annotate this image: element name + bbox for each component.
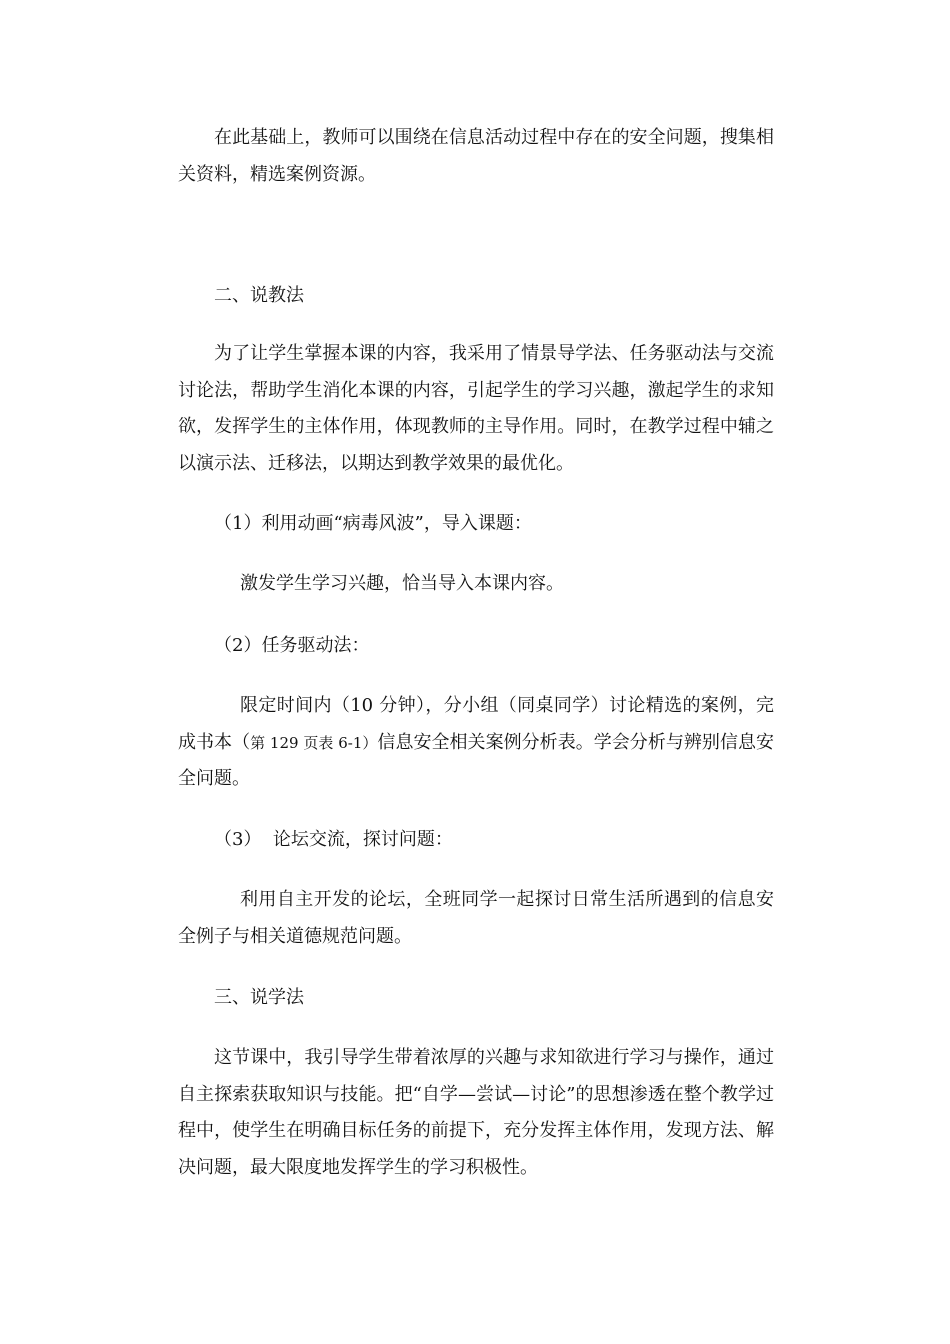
item-3-description: 利用自主开发的论坛，全班同学一起探讨日常生活所遇到的信息安全例子与相关道德规范问题。 bbox=[178, 889, 774, 947]
heading-learning-method: 三、说学法 bbox=[214, 987, 304, 1008]
task-text-page-ref: 第 129 页表 6-1） bbox=[250, 733, 378, 752]
paragraph-intro: 在此基础上，教师可以围绕在信息活动过程中存在的安全问题，搜集相关资料，精选案例资源。 bbox=[178, 127, 774, 185]
item-3-title: （3） 论坛交流，探讨问题： bbox=[214, 829, 453, 850]
paragraph-learning-method: 这节课中，我引导学生带着浓厚的兴趣与求知欲进行学习与操作，通过自主探索获取知识与技能。把“自学—尝试—讨论”的思想渗透在整个教学过程中，使学生在明确目标任务的前提下，充分发挥主体作用，发现方法、解决问题，最大限度地发挥学生的学习积极性。 bbox=[178, 1047, 774, 1178]
item-2-description bbox=[178, 688, 774, 798]
paragraph-teaching-method: 为了让学生掌握本课的内容，我采用了情景导学法、任务驱动法与交流讨论法，帮助学生消化本课的内容，引起学生的学习兴趣，激起学生的求知欲，发挥学生的主体作用，体现教师的主导作用。同时，在教学过程中辅之以演示法、迁移法，以期达到教学效果的最优化。 bbox=[178, 343, 774, 474]
task-text-part3: 信息安全相关案例分析表。学会分析与辨别信息安全问题。 bbox=[178, 731, 774, 789]
item-1-description: 激发学生学习兴趣，恰当导入本课内容。 bbox=[240, 573, 564, 594]
item-2-title: （2）任务驱动法： bbox=[214, 635, 370, 656]
heading-teaching-method: 二、说教法 bbox=[214, 285, 304, 306]
item-1-title: （1）利用动画“病毒风波”，导入课题： bbox=[214, 513, 532, 534]
task-text-part1: 限定时间内（10 分钟），分小组（同桌同学）讨论精选的案例，完成书本（ bbox=[178, 695, 774, 753]
